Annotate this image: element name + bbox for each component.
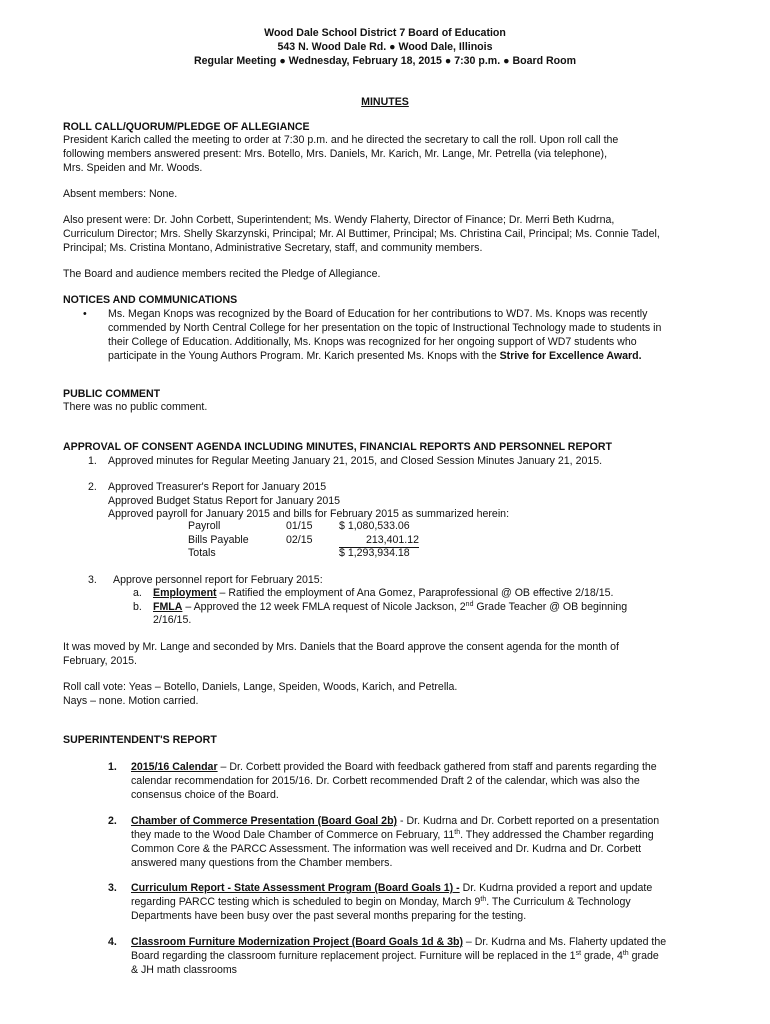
public-comment-text: There was no public comment. [63,401,208,413]
furniture-text-2: Board regarding the classroom furniture replacement project. Furniture will be replaced in the 1 [131,950,576,962]
table-row-period: 01/15 [286,520,313,532]
consent-item-2-number: 2. [88,481,97,493]
sub-item-b-letter: b. [133,601,142,613]
report-item-2-line-3: Common Core & the PARCC Assessment. The information was well received and Dr. Kudrna and Dr. Corbett [131,843,642,855]
curriculum-sup: th [480,896,487,903]
report-item-1-line-2: calendar recommendation for 2015/16. Dr. Corbett recommended Draft 2 of the calendar, which was also the [131,775,640,787]
consent-item-1-text: Approved minutes for Regular Meeting January 21, 2015, and Closed Session Minutes January 21, 2015. [108,455,603,467]
table-row-period: 02/15 [286,534,313,546]
table-row-label: Bills Payable [188,534,249,546]
notice-line-2: commended by North Central College for her presentation on the topic of Instructional Technology made to students in [108,322,662,334]
report-item-2-line-2 [131,829,654,842]
report-item-1-number: 1. [108,761,117,773]
furniture-title: Classroom Furniture Modernization Project (Board Goals 1d & 3b) [131,936,463,948]
chamber-sup: th [454,829,461,836]
curriculum-text: Dr. Kudrna provided a report and update [459,882,653,894]
fmla-text: – Approved the 12 week FMLA request of Nicole Jackson, 2 [182,601,466,613]
notice-line-1: Ms. Megan Knops was recognized by the Board of Education for her contributions to WD7. Ms. Knops was recently [108,308,648,320]
fmla-date: 2/16/15. [153,614,192,626]
motion-line-1: It was moved by Mr. Lange and seconded by Mrs. Daniels that the Board approve the consent agenda for the month of [63,641,619,653]
table-row-label: Totals [188,547,216,559]
sub-item-a [153,587,613,600]
furniture-sup-2: th [622,950,629,957]
motion-line-2: February, 2015. [63,655,138,667]
district-name: Wood Dale School District 7 Board of Education [264,27,506,39]
chamber-text-3: . They addressed the Chamber regarding [460,829,654,841]
furniture-sup-1: st [575,950,582,957]
table-row-amount: $ 1,080,533.06 [339,520,410,532]
chamber-text-2: they made to the Wood Dale Chamber of Commerce on February, 11 [131,829,455,841]
report-item-2-line-1 [131,815,659,828]
notice-item [83,308,713,364]
employment-text: – Ratified the employment of Ana Gomez, Paraprofessional @ OB effective 2/18/15. [216,587,614,599]
roll-call-heading: ROLL CALL/QUORUM/PLEDGE OF ALLEGIANCE [63,121,310,133]
report-item-4-line-2 [131,950,659,963]
sub-item-a-letter: a. [133,587,142,599]
chamber-title: Chamber of Commerce Presentation (Board Goal 2b) [131,815,398,827]
also-present-2: Curriculum Director; Mrs. Shelly Skarzynski, Principal; Mr. Al Buttimer, Principal; Ms. Christina Cail, Principal; Ms. Connie Tadel, [63,228,660,240]
absent-members: Absent members: None. [63,188,178,200]
report-item-2-line-4: answered many questions from the Chamber members. [131,857,393,869]
meeting-info: Regular Meeting ● Wednesday, February 18, 2015 ● 7:30 p.m. ● Board Room [193,55,577,67]
report-item-3-number: 3. [108,882,117,894]
table-row-amount: 213,401.12 [339,534,419,548]
report-item-4-number: 4. [108,936,117,948]
curriculum-title: Curriculum Report - State Assessment Program (Board Goals 1) - [131,882,460,894]
consent-item-1-number: 1. [88,455,97,467]
furniture-text-4: grade [628,950,659,962]
treasurer-report: Approved Treasurer's Report for January 2015 [108,481,327,493]
report-item-4-line-1 [131,936,666,949]
report-item-3-line-1 [131,882,652,895]
calendar-title: 2015/16 Calendar [131,761,218,773]
consent-heading: APPROVAL OF CONSENT AGENDA INCLUDING MINUTES, FINANCIAL REPORTS AND PERSONNEL REPORT [63,441,612,453]
roll-call-text-1: President Karich called the meeting to order at 7:30 p.m. and he directed the secretary to call the roll. Upon roll call the [63,134,619,146]
superintendent-heading: SUPERINTENDENT'S REPORT [63,734,217,746]
curriculum-text-2: regarding PARCC testing which is scheduled to begin on Monday, March 9 [131,896,481,908]
public-comment-heading: PUBLIC COMMENT [63,388,161,400]
minutes-title: MINUTES [361,96,409,108]
roll-call-text-3: Mrs. Speiden and Mr. Woods. [63,162,203,174]
personnel-report-text: Approve personnel report for February 2015: [113,574,323,586]
curriculum-text-3: . The Curriculum & Technology [486,896,631,908]
furniture-text-3: grade, 4 [581,950,623,962]
furniture-text: – Dr. Kudrna and Ms. Flaherty updated the [462,936,667,948]
chamber-text: - Dr. Kudrna and Dr. Corbett reported on a presentation [397,815,660,827]
notice-line-3: their College of Education. Additionally, Ms. Knops was recognized for her ongoing support of WD7 students who [108,336,637,348]
fmla-title: FMLA [153,601,183,613]
fmla-sup: nd [465,601,474,608]
vote-line-1: Roll call vote: Yeas – Botello, Daniels, Lange, Speiden, Woods, Karich, and Petrella. [63,681,458,693]
employment-title: Employment [153,587,217,599]
report-item-3-line-3: Departments have been busy over the past several months preparing for the testing. [131,910,527,922]
also-present-3: Principal; Ms. Cristina Montano, Administrative Secretary, staff, and community members. [63,242,483,254]
notices-heading: NOTICES AND COMMUNICATIONS [63,294,238,306]
consent-item-3-number: 3. [88,574,97,586]
vote-line-2: Nays – none. Motion carried. [63,695,199,707]
district-address: 543 N. Wood Dale Rd. ● Wood Dale, Illinois [277,41,493,53]
budget-status-report: Approved Budget Status Report for January 2015 [108,495,341,507]
payroll-bills-text: Approved payroll for January 2015 and bills for February 2015 as summarized herein: [108,508,510,520]
report-item-1-line-3: consensus choice of the Board. [131,789,279,801]
fmla-text-2: Grade Teacher @ OB beginning [473,601,628,613]
bullet-icon: • [83,308,87,320]
notice-line-4 [108,350,713,363]
table-row-amount: $ 1,293,934.18 [339,547,410,559]
table-row-label: Payroll [188,520,221,532]
sub-item-b [153,601,627,614]
pledge-text: The Board and audience members recited the Pledge of Allegiance. [63,268,381,280]
award-name: Strive for Excellence Award. [499,350,642,362]
report-item-4-line-3: & JH math classrooms [131,964,237,976]
report-item-3-line-2 [131,896,631,909]
notice-line-4-text: participate in the Young Authors Program. Mr. Karich presented Ms. Knops with the [108,350,500,362]
also-present-1: Also present were: Dr. John Corbett, Superintendent; Ms. Wendy Flaherty, Director of Finance; Dr. Merri Beth Kudrna, [63,214,615,226]
report-item-1-line-1 [131,761,657,774]
roll-call-text-2: following members answered present: Mrs. Botello, Mrs. Daniels, Mr. Karich, Mr. Lange, Mr. Petrella (via telephone), [63,148,608,160]
report-item-2-number: 2. [108,815,117,827]
calendar-text: – Dr. Corbett provided the Board with feedback gathered from staff and parents regarding the [217,761,657,773]
